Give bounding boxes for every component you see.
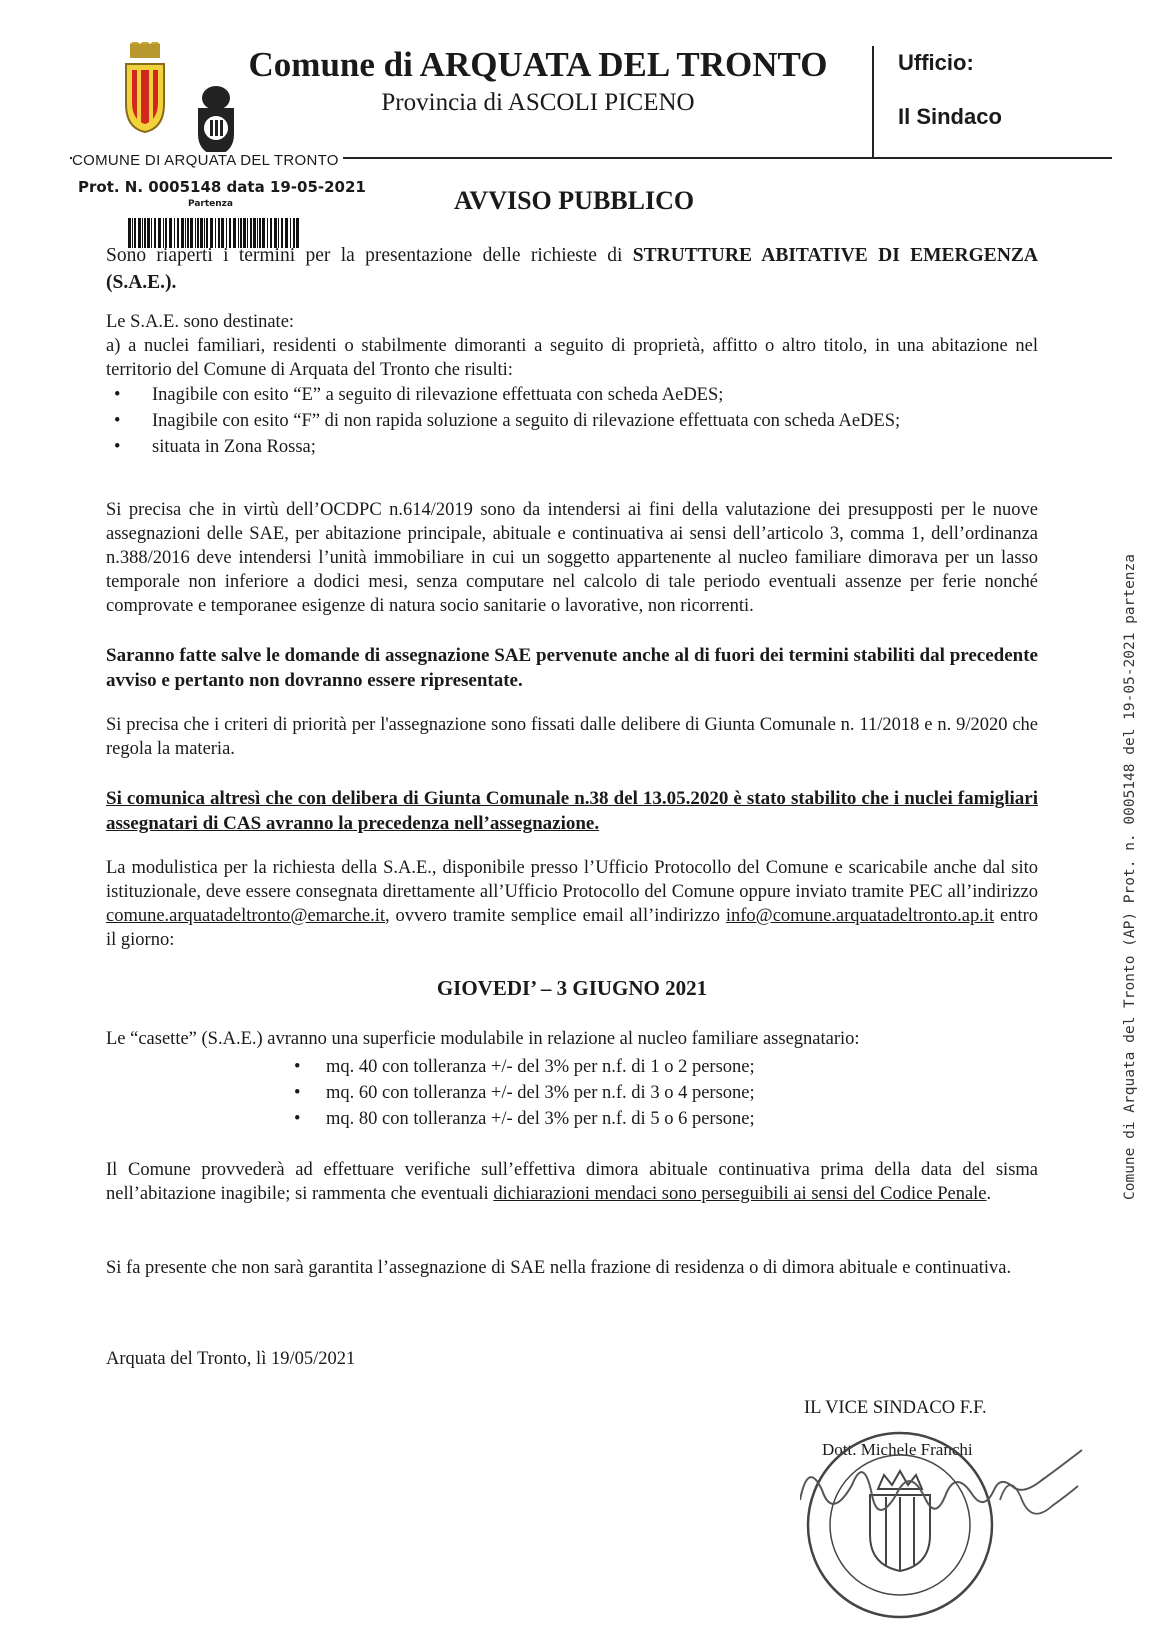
cas-paragraph: Si comunica altresì che con delibera di Giunta Comunale n.38 del 13.05.2020 è stato stabilito che i nuclei famigliari assegnatari di CAS avranno la precedenza nell’assegnazione. — [106, 788, 1038, 834]
stamp-comune: COMUNE DI ARQUATA DEL TRONTO — [72, 152, 343, 170]
republic-emblem-icon — [190, 80, 242, 158]
notice-title: AVVISO PUBBLICO — [454, 186, 695, 215]
verifiche-paragraph: Il Comune provvederà ad effettuare verifiche sull’effettiva dimora abituale continuativa prima della data del sisma nell’abitazione inagibile; si rammenta che eventuali dichiarazioni mendaci sono perseguibili ai sensi del Codice Penale. — [106, 1160, 1038, 1204]
stamp-protocol-number: Prot. N. 0005148 data 19-05-2021 — [78, 178, 366, 196]
signer-name: Dott. Michele Franchi — [822, 1440, 973, 1459]
destinate-paragraph: a) a nuclei familiari, residenti o stabilmente dimoranti a seguito di proprietà, affitto o altro titolo, in una abitazione nel territorio del Comune di Arquata del Tronto che risulti: — [106, 336, 1038, 380]
municipal-crest-icon — [122, 42, 168, 134]
office-label: Ufficio: — [898, 50, 974, 75]
destinate-heading: Le S.A.E. sono destinate: — [106, 312, 295, 332]
stamp-type: Partenza — [188, 199, 233, 209]
pec-link[interactable]: comune.arquatadeltronto@emarche.it — [106, 906, 385, 926]
salve-paragraph: Saranno fatte salve le domande di assegnazione SAE pervenute anche al di fuori dei termini stabiliti dal precedente avviso e pertanto non dovranno essere ripresentate. — [106, 645, 1038, 691]
criteri-paragraph: Si precisa che i criteri di priorità per l'assegnazione sono fissati dalle delibere di Giunta Comunale n. 11/2018 e n. 9/2020 che regola la materia. — [106, 715, 1038, 759]
side-protocol-text: Comune di Arquata del Tronto (AP) Prot. n. 0005148 del 19-05-2021 partenza — [1122, 553, 1138, 1200]
header-divider-vertical — [872, 46, 874, 158]
frazione-paragraph: Si fa presente che non sarà garantita l’assegnazione di SAE nella frazione di residenza o di dimora abituale e continuativa. — [106, 1258, 1012, 1278]
signature-icon — [800, 1440, 1090, 1550]
casette-paragraph: Le “casette” (S.A.E.) avranno una superficie modulabile in relazione al nucleo familiare assegnatario: — [106, 1029, 860, 1049]
page-title: Comune di ARQUATA DEL TRONTO — [248, 45, 828, 84]
intro-paragraph: Sono riaperti i termini per la presentazione delle richieste di STRUTTURE ABITATIVE DI EMERGENZA (S.A.E.). — [106, 245, 1038, 293]
ocdpc-paragraph: Si precisa che in virtù dell’OCDPC n.614/2019 sono da intendersi ai fini della valutazione dei presupposti per le nuove assegnazioni delle SAE, per abitazione principale, abituale e continuativa ai sensi dell’articolo 3, comma 1, dell’ordinanza n.388/2016 deve intendersi l’unità immobiliare in cui un soggetto appartenente al nucleo familiare dimorava per un lasso temporale non inferiore a dodici mesi, senza computare nel calcolo di tale periodo eventuali assenze per ferie nonché comprovate e temporanee esigenze di natura socio sanitarie o lavorative, non ricorrenti. — [106, 500, 1038, 616]
deadline-date: GIOVEDI’ – 3 GIUGNO 2021 — [436, 976, 708, 1000]
page-subtitle: Provincia di ASCOLI PICENO — [381, 89, 695, 116]
signer-role: IL VICE SINDACO F.F. — [804, 1398, 987, 1418]
document-page: Comune di ARQUATA DEL TRONTO Provincia di ASCOLI PICENO Ufficio: Il Sindaco COMUNE DI ARQUATA DEL TRONTO Prot. N. 0005148 data 19-05-2021 Partenza AVVISO PUBBLICO Sono riaperti i termini per la presentazione delle richieste di STRUTTURE ABITATIVE DI EMERGENZA (S.A.E.). Le S.A.E. sono destinate: a) a nuclei familiari, residenti o stabilmente dimoranti a seguito di proprietà, affitto o altro titolo, in una abitazione nel territorio del Comune di Arquata del Tronto che risulti: • Inagibile con esito “E” a seguito di rilevazione effettuata con scheda AeDES; • Inagibile con esito “F” di non rapida soluzione a seguito di rilevazione effettuata con scheda AeDES; • situata in Zona Rossa; Si precisa che in virtù dell’OCDPC n.614/2019 sono da intendersi ai fini della valutazione dei presupposti per le nuove assegnazioni delle SAE, per abitazione principale, abituale e continuativa ai sensi dell’articolo 3, comma 1, dell’ordinanza n.388/2016 deve intendersi l’unità immobiliare in cui un soggetto appartenente al nucleo familiare dimorava per un lasso temporale non inferiore a dodici mesi, senza computare nel calcolo di tale periodo eventuali assenze per ferie nonché comprovate e temporanee esigenze di natura socio sanitarie o lavorative, non ricorrenti. Saranno fatte salve le domande di assegnazione SAE pervenute anche al di fuori dei termini stabiliti dal precedente avviso e pertanto non dovranno essere ripresentate. Si precisa che i criteri di priorità per l'assegnazione sono fissati dalle delibere di Giunta Comunale n. 11/2018 e n. 9/2020 che regola la materia. Si comunica altresì che con delibera di Giunta Comunale n.38 del 13.05.2020 è stato stabilito che i nuclei famigliari assegnatari di CAS avranno la precedenza nell’assegnazione. La modulistica per la richiesta della S.A.E., disponibile presso l’Ufficio Protocollo del Comune e scaricabile anche dal sito istituzionale, deve essere consegnata direttamente all’Ufficio Protocollo del Comune oppure inviato tramite PEC all’indirizzo comune.arquatadeltronto@emarche.it, ovvero tramite semplice email all’indirizzo info@comune.arquatadeltronto.ap.it entro il giorno: GIOVEDI’ – 3 GIUGNO 2021 Le “casette” (S.A.E.) avranno una superficie modulabile in relazione al nucleo familiare assegnatario: • mq. 40 con tolleranza +/- del 3% per n.f. di 1 o 2 persone; • mq. 60 con tolleranza +/- del 3% per n.f. di 3 o 4 persone; • mq. 80 con tolleranza +/- del 3% per n.f. di 5 o 6 persone; Il Comune provvederà ad effettuare verifiche sull’effettiva dimora abituale continuativa prima della data del sisma nell’abitazione inagibile; si rammenta che eventuali dichiarazioni mendaci sono perseguibili ai sensi del Codice Penale. Si fa presente che non sarà garantita l’assegnazione di SAE nella frazione di residenza o di dimora abituale e continuativa. Arquata del Tronto, lì 19/05/2021 IL VICE SINDACO F.F. Dott. Michele Franchi Comune di Arquata del Tronto (AP) Prot. n. 0005148 del 19-05-2021 partenza — [0, 0, 1152, 1628]
modulistica-paragraph: La modulistica per la richiesta della S.A.E., disponibile presso l’Ufficio Protocollo del Comune e scaricabile anche dal sito istituzionale, deve essere consegnata direttamente all’Ufficio Protocollo del Comune oppure inviato tramite PEC all’indirizzo comune.arquatadeltronto@emarche.it, ovvero tramite semplice email all’indirizzo info@comune.arquatadeltronto.ap.it entro il giorno: — [106, 858, 1039, 950]
office-value: Il Sindaco — [898, 104, 1002, 129]
place-date: Arquata del Tronto, lì 19/05/2021 — [106, 1349, 356, 1369]
email-link[interactable]: info@comune.arquatadeltronto.ap.it — [725, 906, 995, 926]
